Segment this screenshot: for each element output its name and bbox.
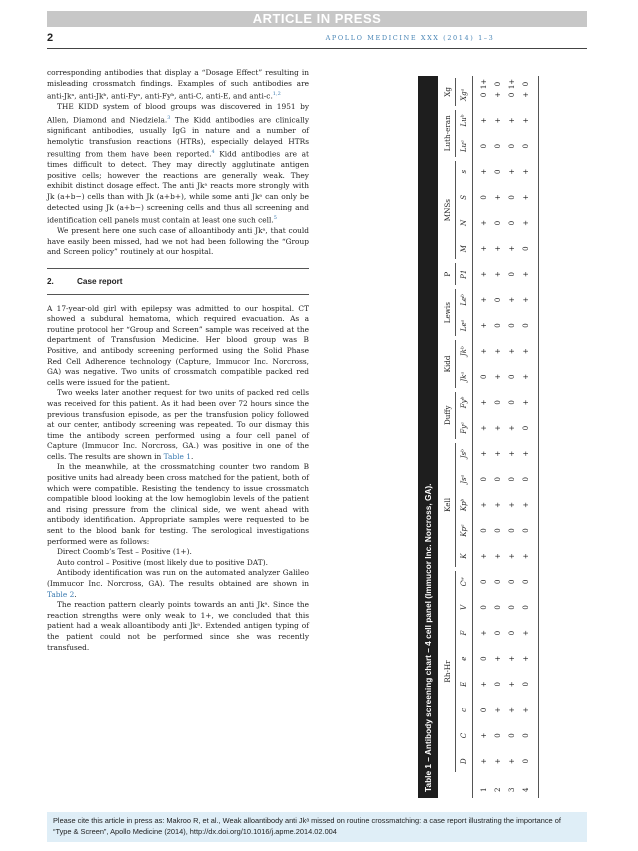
table-group-rule	[455, 263, 456, 285]
table-column-header: N	[460, 219, 468, 227]
table-cell: 0	[508, 579, 516, 585]
table-cell: +	[494, 245, 502, 252]
table-column-header: Leᵃ	[460, 319, 468, 332]
paragraph-case-2: Two weeks later another request for two units of packed red cells was received for this patient. As it had been over 72 hours since the previous transfusion episode, as per the transfusion policy followed at our center, antibody screening was repeated. To our dismay this time the antibody screen performed using a four cell panel of Capture (Immucor Inc. Norcross, GA.) was positive in one of the cells. The results are shown in Table 1.	[47, 388, 309, 461]
table-cell: +	[480, 322, 488, 329]
table-cell: 0	[522, 143, 530, 149]
table-column-header: Fyᵇ	[460, 396, 468, 409]
article-in-press-banner: ARTICLE IN PRESS	[47, 11, 587, 27]
table-cell: +	[522, 348, 530, 355]
table-cell: 0	[508, 220, 516, 226]
table-group-rule	[455, 392, 456, 439]
table-column-header: Kpᵃ	[460, 524, 468, 537]
running-head: APOLLO MEDICINE XXX (2014) 1–3	[325, 34, 495, 42]
table-group-header: P	[443, 271, 452, 277]
table-cell: +	[494, 271, 502, 278]
list-item-auto-control: Auto control – Positive (most likely due to positive DAT).	[57, 557, 268, 567]
table-cell: +	[480, 245, 488, 252]
table-cell: 0	[522, 246, 530, 251]
table-cell: 0	[494, 579, 502, 585]
table-cell: +	[522, 117, 530, 124]
table-cell: 0	[480, 195, 488, 200]
table-column-header: K	[460, 553, 468, 559]
table-group-header: Kidd	[443, 355, 452, 373]
table-cell: 0	[480, 605, 488, 610]
table-cell: +	[480, 271, 488, 278]
table-cell: +	[508, 501, 516, 508]
section-rule-top	[47, 268, 309, 269]
table-column-header: M	[460, 245, 468, 253]
table-cell: +	[522, 655, 530, 662]
table-cell: +	[480, 758, 488, 765]
paragraph-case-5: The reaction pattern clearly points towards an anti Jkᵃ. Since the reaction strengths were only weak to 1+, we concluded that this patient had a weak alloantibody anti Jkᵃ. Extended antigen typing of the patient could not be performed since she was recently transfused.	[47, 600, 309, 652]
table-cell: 0	[494, 733, 502, 738]
table-cell: +	[522, 271, 530, 278]
table-group-rule	[455, 78, 456, 106]
table-cell: +	[480, 220, 488, 226]
table-caption: Table 1 – Antibody screening chart – 4 cell panel (Immucor Inc. Norcross, GA).	[418, 76, 438, 798]
table-1	[418, 76, 599, 798]
table-cell: 0	[494, 682, 502, 687]
table-cell: +	[522, 450, 530, 457]
table-cell: +	[480, 501, 488, 508]
table-group-rule	[455, 571, 456, 772]
paragraph-case-3: In the meanwhile, at the crossmatching counter two random B positive units had already been cross matched for the patient, both of which were compatible. Resisting the tendency to issue crossmatch compatible blood looking at the low hemoglobin levels of the patient and rising pressure from the clinical side, we went ahead with antibody identification. Appropriate samples were requested to be sent to the blood bank for testing. The serological investigations performed were as follows:	[47, 462, 309, 546]
table-cell: +	[522, 707, 530, 713]
table-cell: +	[494, 194, 502, 201]
table-cell: 0	[494, 143, 502, 149]
table-column-header: c	[460, 707, 468, 712]
table-cell: +	[522, 296, 530, 303]
table-cell: +	[480, 425, 488, 431]
table-cell: +	[522, 373, 530, 380]
table-cell: +	[494, 348, 502, 355]
table-cell: 0	[494, 528, 502, 533]
table-cell: +	[522, 91, 530, 98]
table-cell: 0	[480, 92, 488, 98]
table-cell: 0	[522, 605, 530, 610]
table-cell: +	[508, 117, 516, 124]
table2-link[interactable]: Table 2	[47, 589, 75, 599]
table-column-header: Jkᵃ	[460, 371, 468, 382]
paragraph-case-1: A 17-year-old girl with epilepsy was admitted to our hospital. CT showed a subdural hematoma, which required evacuation. As a routine protocol her “Group and Screen” sample was received at the department of Transfusion Medicine. Her blood group was B Positive, and antibody screening performed using the Solid Phase Red Cell Adherence technology (Capture, Immucor Inc. Norcross, GA) was negative. Two units of crossmatch compatible packed red cells were issued for the patient.	[47, 303, 309, 387]
table-cell: +	[522, 399, 530, 406]
table-cell: 0	[494, 605, 502, 610]
paragraph-intro: corresponding antibodies that display a “Dosage Effect” resulting in misleading crossmatch findings. Examples of such antibodies are anti-Jkᵃ, anti-Jkᵇ, anti-Fyᵃ, anti-Fyᵇ, anti-C, anti-E, and anti-c.$^{1,2}$	[47, 68, 309, 101]
table-cell: +	[480, 450, 488, 457]
table-group-header: Luth-eran	[443, 115, 452, 152]
table-row-label: 2	[494, 787, 502, 792]
table-cell: +	[480, 553, 488, 560]
table-cell: +	[494, 758, 502, 765]
table-cell: 0	[508, 143, 516, 149]
table-cell: 0	[480, 528, 488, 533]
table-cell: 0	[508, 195, 516, 200]
table-row-label: 4	[522, 787, 530, 792]
table-cell: +	[508, 168, 516, 175]
table-cell: 0	[480, 707, 488, 713]
table-cell: 0	[522, 323, 530, 328]
table-cell: 0	[508, 477, 516, 482]
table-group-rule	[455, 161, 456, 260]
table-cell: +	[480, 681, 488, 688]
table-cell: 0	[494, 81, 502, 87]
table-cell: +	[522, 501, 530, 508]
table-group-header: Duffy	[443, 405, 452, 425]
table-cell: 0	[494, 630, 502, 636]
table-column-header: C	[460, 732, 468, 739]
table-cell: +	[508, 707, 516, 713]
table-cell: +	[494, 707, 502, 713]
table-cell: 1+	[480, 78, 488, 90]
table-cell: +	[494, 655, 502, 662]
table-cell: +	[494, 117, 502, 124]
table-cell: 0	[508, 400, 516, 405]
table-cell: +	[494, 373, 502, 380]
table-cell: 0	[480, 143, 488, 149]
table-row-label: 3	[508, 787, 516, 792]
table-cell: +	[522, 630, 530, 636]
table-cell: +	[522, 220, 530, 226]
paragraph-present-case: We present here one such case of alloantibody anti Jkᵃ, that could have easily been missed, had we not had been following the “Group and Screen policy” routinely at our hospital.	[47, 226, 309, 257]
table-group-header: MNSs	[443, 199, 452, 222]
table-column-header: F	[460, 630, 468, 636]
table-cell: +	[522, 168, 530, 175]
table-cell: +	[508, 450, 516, 457]
table-group-rule	[455, 443, 456, 567]
table-column-header: D	[460, 758, 468, 764]
table-column-header: E	[460, 681, 468, 687]
table-column-header: Luᵃ	[460, 140, 468, 152]
table-cell: 0	[494, 323, 502, 328]
table-cell: 0	[522, 733, 530, 738]
table-cell: 0	[480, 374, 488, 379]
table-cell: 0	[522, 425, 530, 431]
table-row-label: 1	[480, 787, 488, 792]
table1-link[interactable]: Table 1	[163, 451, 191, 461]
table-cell: +	[480, 732, 488, 739]
table-cell: 0	[508, 630, 516, 636]
table-cell: 0	[508, 374, 516, 379]
table-cell: 1+	[508, 78, 516, 90]
table-cell: +	[508, 348, 516, 355]
table-column-header: P1	[460, 269, 468, 279]
table-cell: 0	[522, 758, 530, 764]
table-cell: 0	[508, 528, 516, 533]
table-column-header: Jsᵇ	[460, 449, 468, 459]
table-cell: +	[494, 553, 502, 560]
table-cell: 0	[494, 400, 502, 405]
table-cell: 0	[508, 323, 516, 328]
table-cell: +	[480, 348, 488, 355]
table-header-rule	[472, 76, 473, 798]
table-cell: +	[480, 399, 488, 406]
table-cell: 0	[522, 579, 530, 585]
page-number: 2	[47, 32, 54, 44]
table-cell: +	[508, 245, 516, 252]
table-cell: 0	[494, 169, 502, 174]
table-cell: 0	[508, 733, 516, 738]
table-cell: +	[508, 425, 516, 431]
table-column-header: Leᵇ	[460, 294, 468, 306]
table-cell: +	[494, 425, 502, 431]
table-cell: 0	[508, 605, 516, 610]
table-cell: +	[480, 168, 488, 175]
table-cell: +	[494, 450, 502, 457]
table-cell: +	[480, 630, 488, 636]
table-group-header: Lewis	[443, 302, 452, 324]
table-group-rule	[455, 340, 456, 387]
table-cell: +	[508, 758, 516, 765]
table-cell: 0	[480, 656, 488, 661]
table-cell: 0	[522, 682, 530, 687]
table-column-header: Jkᵇ	[460, 346, 468, 357]
table-cell: +	[522, 553, 530, 560]
table-column-header: V	[460, 604, 468, 610]
section-rule-bottom	[47, 294, 309, 295]
table-column-header: e	[460, 656, 468, 661]
paragraph-case-4: Antibody identification was run on the automated analyzer Galileo (Immucor Inc. Norcross, GA). The results obtained are shown in Table 2.	[47, 568, 309, 599]
citation-footer: Please cite this article in press as: Makroo R, et al., Weak alloantibody anti Jkᵃ missed on routine crossmatching: a case report illustrating the importance of “Type & Screen”, Apollo Medicine (2014), http://dx.doi.org/10.1016/j.apme.2014.02.004	[47, 812, 587, 842]
table-cell: +	[494, 91, 502, 98]
table-column-header: Xgᵃ	[460, 88, 468, 101]
table-column-header: Fyᵃ	[460, 422, 468, 434]
table-cell: +	[480, 296, 488, 303]
table-cell: +	[494, 501, 502, 508]
table-cell: +	[508, 553, 516, 560]
table-column-header: S	[460, 194, 468, 200]
table-cell: +	[480, 117, 488, 124]
table-group-rule	[455, 289, 456, 336]
text-column	[47, 68, 309, 653]
table-cell: 0	[508, 92, 516, 98]
table-column-header: s	[460, 169, 468, 174]
table-cell: 0	[494, 297, 502, 303]
table-cell: +	[508, 655, 516, 662]
table-cell: 0	[494, 220, 502, 226]
table-column-header: Luᵇ	[460, 114, 468, 127]
table-cell: 0	[522, 528, 530, 533]
table-column-header: Cʷ	[460, 577, 468, 587]
table-group-header: Xg	[443, 86, 452, 97]
table-column-header: Kpᵇ	[460, 498, 468, 512]
header-rule	[47, 48, 587, 49]
paragraph-kidd-history: THE KIDD system of blood groups was discovered in 1951 by Allen, Diamond and Niedziela.$^3$ The Kidd antibodies are clinically significant antibodies, usually IgG in nature and a number of hemolytic transfusion reactions (HTRs), especially delayed HTRs resulting from them have been reported.$^4$ Kidd antibodies are at times difficult to detect. They may directly agglutinate antigen positive cells; however the reactions are generally weak. They exhibit distinct dosage effect. The anti Jkᵃ reacts more strongly with Jk (a+b−) cells than with Jk (a+b+), while some anti Jkᵃ can only be detected using Jk (a+b−) screening cells and thus all screening and identification cell panels must contain at least one such cell.$^5$	[47, 102, 310, 225]
table-column-header: Jsᵃ	[460, 474, 468, 484]
table-group-rule	[455, 110, 456, 157]
table-cell: 0	[508, 272, 516, 277]
table-bottom-rule	[538, 76, 539, 798]
list-item-dct: Direct Coomb’s Test – Positive (1+).	[57, 547, 192, 557]
table-cell: +	[508, 296, 516, 303]
table-cell: 0	[522, 477, 530, 482]
section-heading: 2. Case report	[47, 276, 123, 286]
table-cell: 0	[480, 579, 488, 585]
table-cell: 0	[480, 477, 488, 482]
table-cell: 0	[494, 477, 502, 482]
table-cell: 0	[522, 81, 530, 87]
table-cell: +	[522, 194, 530, 201]
table-cell: +	[508, 681, 516, 688]
table-group-header: Rh-Hr	[443, 660, 452, 683]
table-group-header: Kell	[443, 497, 452, 512]
